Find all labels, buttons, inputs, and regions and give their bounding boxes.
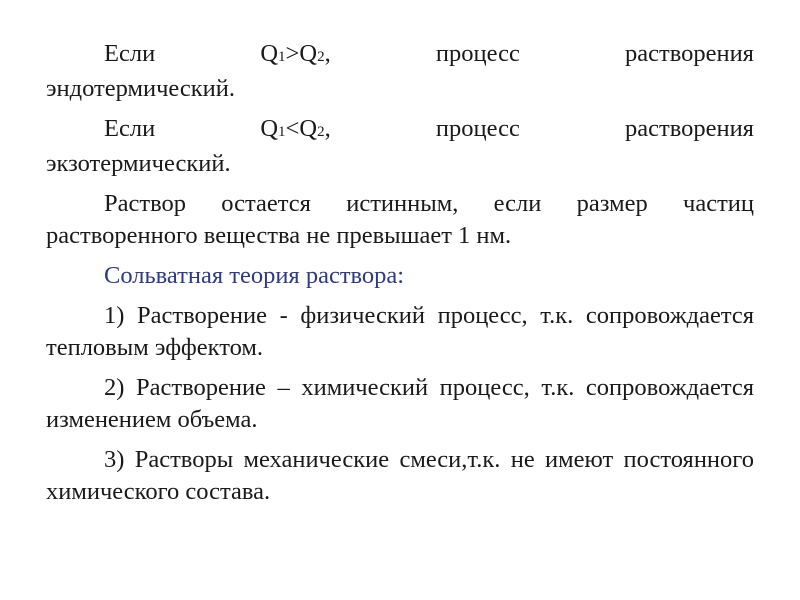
- condition-word-process: процесс: [435, 115, 520, 142]
- condition-word-process: процесс: [435, 40, 520, 67]
- condition-endothermic: [46, 38, 754, 105]
- condition-exothermic-result: экзотермический.: [46, 150, 231, 177]
- condition-formula: Q1<Q2,: [260, 115, 331, 142]
- theory-item-3: 3) Растворы механические смеси,т.к. не имеют постоянного химического состава.: [46, 446, 754, 505]
- condition-exothermic: [46, 113, 754, 180]
- condition-endothermic-line1: [46, 38, 754, 73]
- condition-word-dissolution: растворения: [624, 40, 754, 67]
- condition-endothermic-result: эндотермический.: [46, 75, 236, 102]
- true-solution-paragraph: Раствор остается истинным, если размер частиц растворенного вещества не превышает 1 нм.: [46, 190, 754, 249]
- condition-formula: Q1>Q2,: [260, 40, 331, 67]
- condition-exothermic-line1: [46, 113, 754, 148]
- slide-content: [46, 38, 754, 516]
- theory-item-1: 1) Растворение - физический процесс, т.к. сопровождается тепловым эффектом.: [46, 302, 754, 361]
- solvate-theory-heading: Сольватная теория раствора:: [104, 262, 405, 289]
- theory-item-2: 2) Растворение – химический процесс, т.к. сопровождается изменением объема.: [46, 374, 754, 433]
- condition-word-if: Если: [104, 115, 156, 142]
- condition-word-dissolution: растворения: [624, 115, 754, 142]
- condition-word-if: Если: [104, 40, 156, 67]
